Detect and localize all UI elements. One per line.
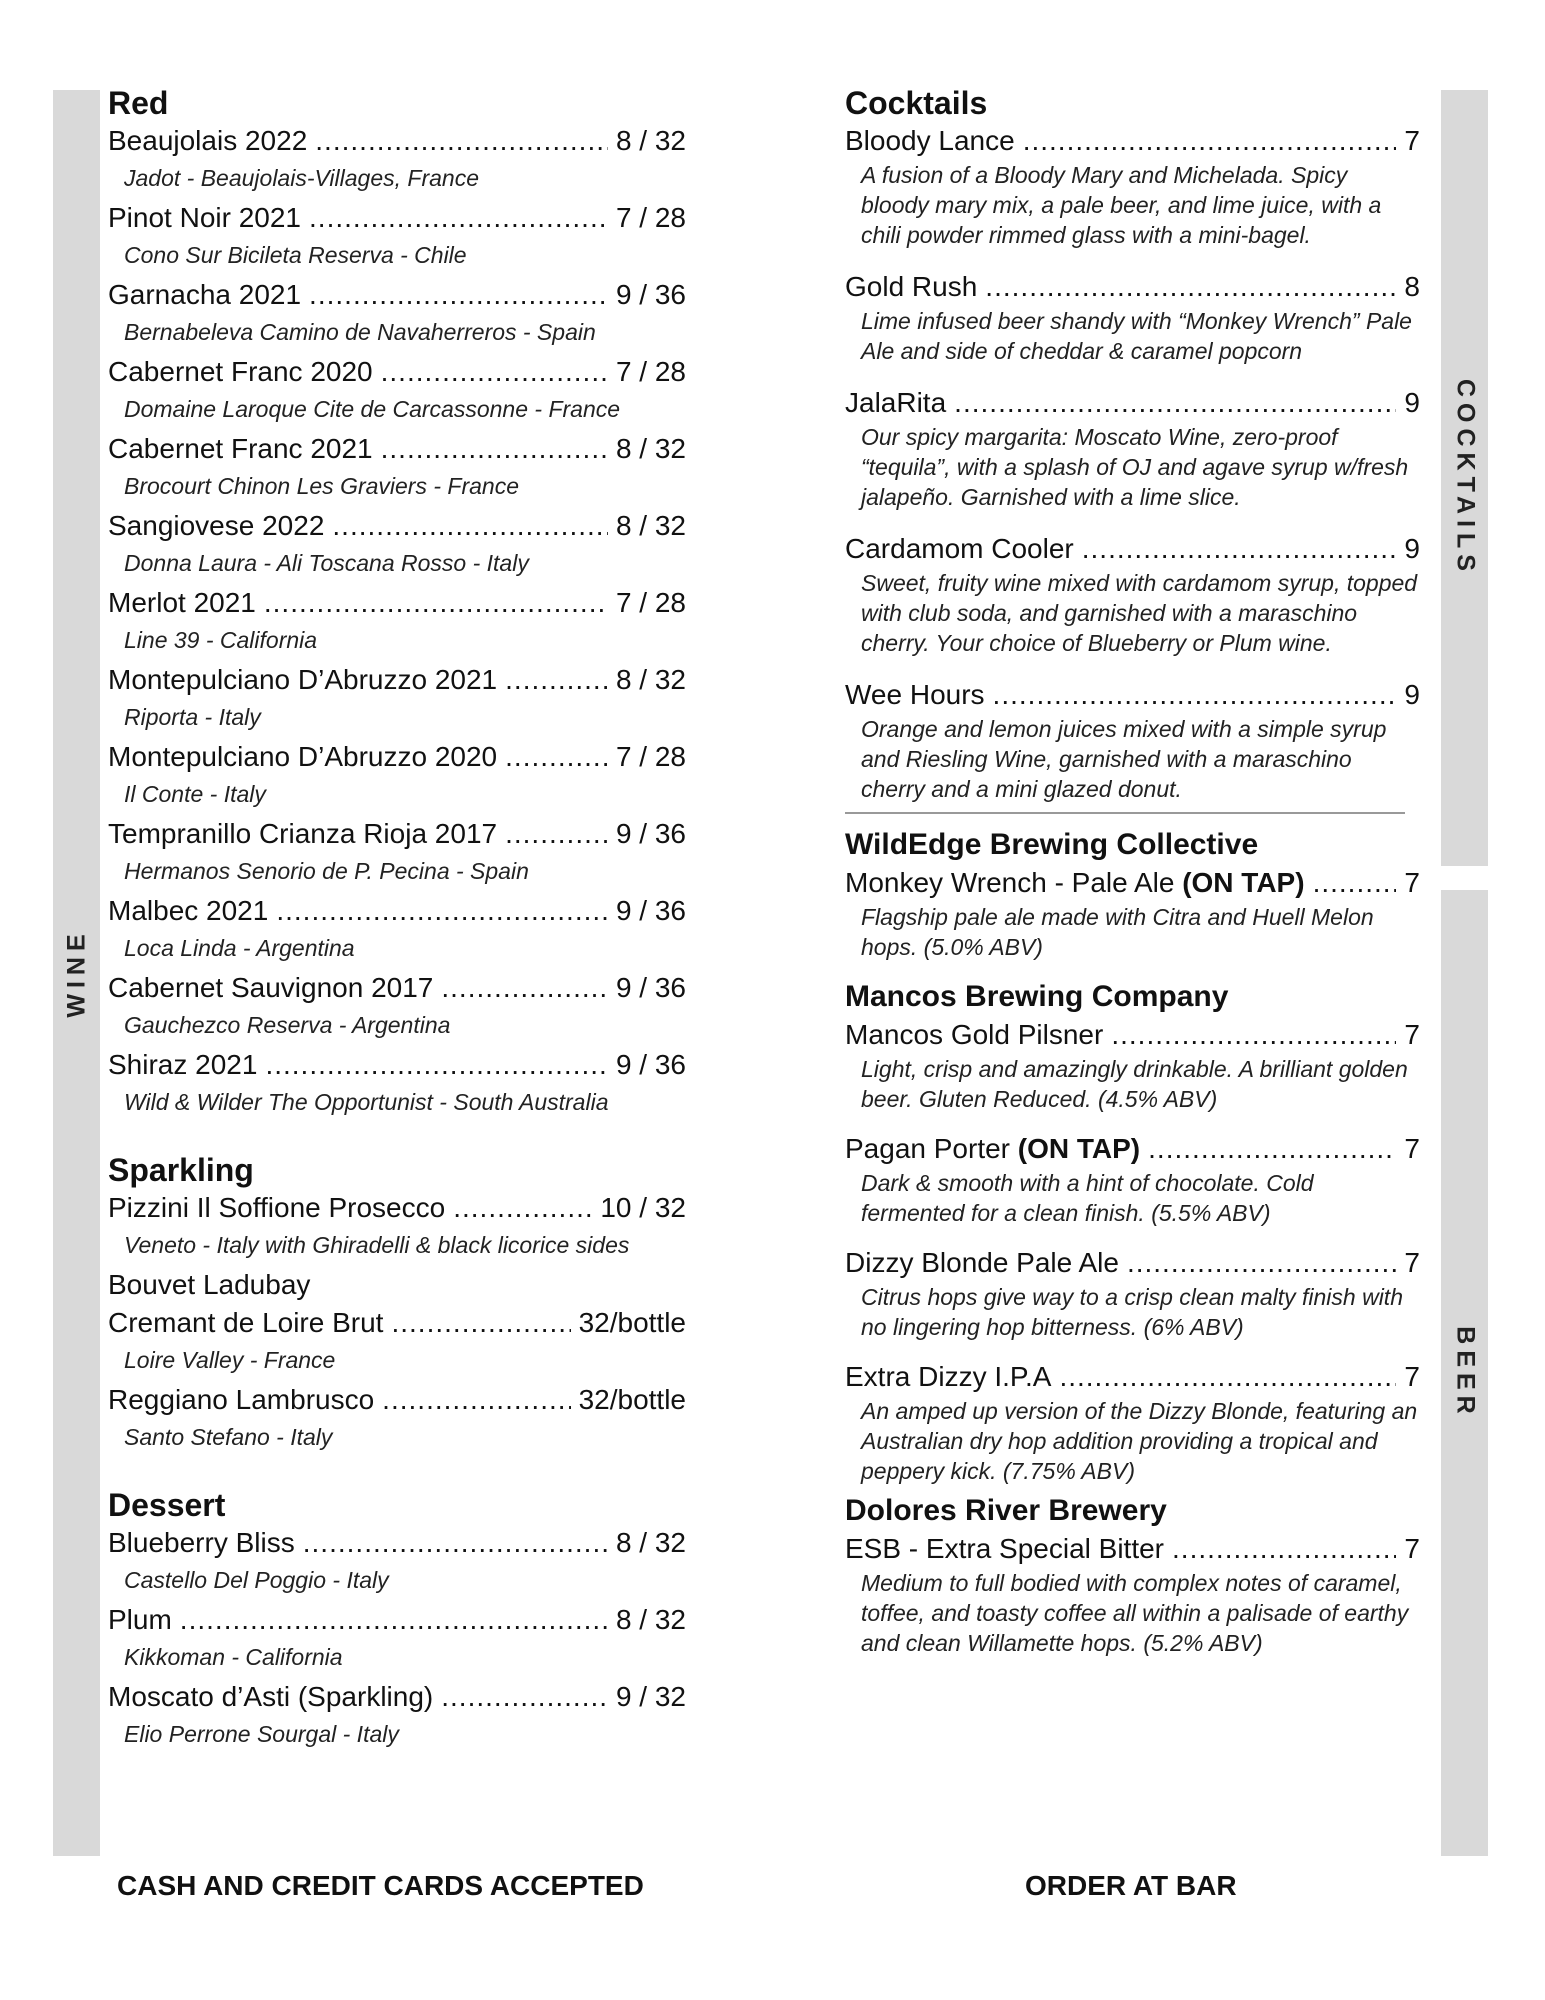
section-divider <box>845 812 1405 814</box>
beer-item <box>845 1130 1420 1228</box>
wine-name: Pinot Noir 2021 <box>108 202 302 233</box>
wine-price: 9 / 36 <box>615 895 686 926</box>
cocktail-name: Wee Hours <box>845 679 985 710</box>
sparkling-wine-list <box>108 1189 686 1455</box>
beer-price: 7 <box>1404 1247 1420 1278</box>
beer-description: Flagship pale ale made with Citra and Huell Melon hops. (5.0% ABV) <box>861 904 1374 960</box>
brewery-title: WildEdge Brewing Collective <box>845 828 1259 861</box>
wine-origin: Loire Valley - France <box>124 1347 336 1373</box>
wine-price: 9 / 32 <box>615 1681 686 1712</box>
wine-price: 8 / 32 <box>615 433 686 464</box>
wine-item <box>108 1266 686 1378</box>
wine-name: Cabernet Franc 2021 <box>108 433 373 464</box>
beer-name: Mancos Gold Pilsner <box>845 1019 1104 1050</box>
wine-name: Sangiovese 2022 <box>108 510 325 541</box>
wine-origin: Elio Perrone Sourgal - Italy <box>124 1721 399 1747</box>
wine-price: 10 / 32 <box>600 1192 686 1223</box>
red-wine-list <box>108 122 686 1120</box>
wine-price: 9 / 36 <box>615 279 686 310</box>
wine-price: 7 / 28 <box>615 202 686 233</box>
wine-item <box>108 661 686 735</box>
wine-origin: Loca Linda - Argentina <box>124 935 355 961</box>
on-tap-tag: (ON TAP) <box>1182 867 1305 898</box>
cocktails-section-title: Cocktails <box>845 85 988 121</box>
cocktails-side-label: COCKTAILS <box>1451 379 1479 577</box>
beer-item <box>845 1244 1420 1342</box>
wine-price: 32/bottle <box>578 1384 686 1415</box>
wine-item <box>108 1601 686 1675</box>
cocktail-name: Gold Rush <box>845 271 978 302</box>
wine-price: 7 / 28 <box>615 741 686 772</box>
beer-name: Extra Dizzy I.P.A <box>845 1361 1052 1392</box>
wine-origin: Donna Laura - Ali Toscana Rosso - Italy <box>124 550 529 576</box>
wine-price: 9 / 36 <box>615 972 686 1003</box>
wine-item <box>108 969 686 1043</box>
wine-name: Malbec 2021 <box>108 895 269 926</box>
cocktail-price: 7 <box>1404 125 1420 156</box>
wine-name: Blueberry Bliss <box>108 1527 295 1558</box>
cocktail-description: Orange and lemon juices mixed with a simple syrup and Riesling Wine, garnished with a maraschino cherry and a mini glazed donut. <box>861 716 1387 802</box>
wine-price: 8 / 32 <box>615 125 686 156</box>
wine-price: 8 / 32 <box>615 1527 686 1558</box>
cocktail-item <box>845 122 1420 250</box>
wine-name-line1: Bouvet Ladubay <box>108 1269 311 1300</box>
wine-name: Shiraz 2021 <box>108 1049 258 1080</box>
wine-origin: Santo Stefano - Italy <box>124 1424 333 1450</box>
wine-name: Tempranillo Crianza Rioja 2017 <box>108 818 498 849</box>
wine-price: 9 / 36 <box>615 818 686 849</box>
wine-item <box>108 199 686 273</box>
cocktail-description: Sweet, fruity wine mixed with cardamom syrup, topped with club soda, and garnished with a maraschino cherry. Your choice of Blueberry or Plum wine. <box>861 570 1418 656</box>
wine-column <box>108 84 686 1755</box>
cocktail-list <box>845 122 1420 804</box>
order-note: ORDER AT BAR <box>1025 1870 1237 1901</box>
beer-description: An amped up version of the Dizzy Blonde, featuring an Australian dry hop addition providing a tropical and peppery kick. (7.75% ABV) <box>861 1398 1418 1484</box>
wine-side-label: WINE <box>62 928 90 1018</box>
cocktail-name: Bloody Lance <box>845 125 1015 156</box>
cocktail-description: Our spicy margarita: Moscato Wine, zero-proof “tequila”, with a splash of OJ and agave syrup w/fresh jalapeño. Garnished with a lime slice. <box>861 424 1409 510</box>
cocktail-description: Lime infused beer shandy with “Monkey Wrench” Pale Ale and side of cheddar & caramel popcorn <box>861 308 1412 364</box>
cocktail-description: A fusion of a Bloody Mary and Michelada. Spicy bloody mary mix, a pale beer, and lime juice, with a chili powder rimmed glass with a mini-bagel. <box>861 162 1382 248</box>
payment-note: CASH AND CREDIT CARDS ACCEPTED <box>117 1870 644 1901</box>
wine-item <box>108 815 686 889</box>
wine-item <box>108 1678 686 1752</box>
cocktail-price: 8 <box>1404 271 1420 302</box>
cocktail-item <box>845 676 1420 804</box>
wine-name: Plum <box>108 1604 172 1635</box>
cocktail-name: Cardamom Cooler <box>845 533 1074 564</box>
wine-name: Montepulciano D’Abruzzo 2021 <box>108 664 498 695</box>
wine-item <box>108 1381 686 1455</box>
cocktails-side-bar <box>1441 90 1488 866</box>
cocktail-price: 9 <box>1404 387 1420 418</box>
beer-description: Light, crisp and amazingly drinkable. A brilliant golden beer. Gluten Reduced. (4.5% ABV) <box>861 1056 1408 1112</box>
wine-name: Reggiano Lambrusco <box>108 1384 375 1415</box>
beer-item <box>845 1016 1420 1114</box>
beer-side-label: BEER <box>1451 1326 1479 1420</box>
cocktail-price: 9 <box>1404 533 1420 564</box>
wine-item <box>108 892 686 966</box>
beer-item <box>845 1358 1420 1486</box>
cocktail-price: 9 <box>1404 679 1420 710</box>
cocktail-item <box>845 530 1420 658</box>
wine-item <box>108 353 686 427</box>
sparkling-section-title: Sparkling <box>108 1152 254 1188</box>
wine-origin: Riporta - Italy <box>124 704 261 730</box>
wine-name: Moscato d’Asti (Sparkling) <box>108 1681 434 1712</box>
beer-item <box>845 864 1420 962</box>
wine-item <box>108 1524 686 1598</box>
red-section-title: Red <box>108 85 169 121</box>
wine-origin: Wild & Wilder The Opportunist - South Australia <box>124 1089 609 1115</box>
brewery-title: Mancos Brewing Company <box>845 980 1229 1013</box>
wine-item <box>108 1189 686 1263</box>
wine-price: 7 / 28 <box>615 356 686 387</box>
wine-origin: Cono Sur Bicileta Reserva - Chile <box>124 242 467 268</box>
wine-name: Cabernet Sauvignon 2017 <box>108 972 434 1003</box>
wine-item <box>108 1046 686 1120</box>
wine-name: Cremant de Loire Brut <box>108 1307 384 1338</box>
wine-price: 7 / 28 <box>615 587 686 618</box>
wine-origin: Brocourt Chinon Les Graviers - France <box>124 473 519 499</box>
beer-item <box>845 1530 1420 1658</box>
wine-origin: Bernabeleva Camino de Navaherreros - Spain <box>124 319 596 345</box>
wine-item <box>108 430 686 504</box>
wine-origin: Castello Del Poggio - Italy <box>124 1567 389 1593</box>
beer-description: Dark & smooth with a hint of chocolate. Cold fermented for a clean finish. (5.5% ABV) <box>861 1170 1314 1226</box>
beer-side-bar <box>1441 890 1488 1856</box>
wine-origin: Il Conte - Italy <box>124 781 266 807</box>
wine-origin: Line 39 - California <box>124 627 318 653</box>
wine-price: 8 / 32 <box>615 1604 686 1635</box>
wine-origin: Gauchezco Reserva - Argentina <box>124 1012 451 1038</box>
wine-price: 8 / 32 <box>615 510 686 541</box>
wine-item <box>108 738 686 812</box>
cocktail-item <box>845 384 1420 512</box>
beer-name: ESB - Extra Special Bitter <box>845 1533 1165 1564</box>
wine-item <box>108 276 686 350</box>
dessert-section-title: Dessert <box>108 1487 226 1523</box>
wine-side-bar <box>53 90 100 1856</box>
brewery-title: Dolores River Brewery <box>845 1494 1167 1527</box>
wine-price: 32/bottle <box>578 1307 686 1338</box>
cocktail-name: JalaRita <box>845 387 947 418</box>
cocktail-item <box>845 268 1420 366</box>
beer-name: Pagan Porter <box>845 1133 1010 1164</box>
wine-price: 8 / 32 <box>615 664 686 695</box>
dessert-wine-list <box>108 1524 686 1752</box>
wine-item <box>108 507 686 581</box>
wine-name: Pizzini Il Soffione Prosecco <box>108 1192 446 1223</box>
wine-item <box>108 584 686 658</box>
wine-name: Cabernet Franc 2020 <box>108 356 373 387</box>
beer-price: 7 <box>1404 1133 1420 1164</box>
beer-price: 7 <box>1404 1533 1420 1564</box>
wine-name: Merlot 2021 <box>108 587 256 618</box>
drinks-column <box>845 84 1420 1674</box>
beer-price: 7 <box>1404 867 1420 898</box>
wine-origin: Kikkoman - California <box>124 1644 343 1670</box>
beer-name: Monkey Wrench - Pale Ale <box>845 867 1175 898</box>
wine-origin: Veneto - Italy with Ghiradelli & black licorice sides <box>124 1232 630 1258</box>
beer-description: Citrus hops give way to a crisp clean malty finish with no lingering hop bitterness. (6% ABV) <box>861 1284 1403 1340</box>
wine-price: 9 / 36 <box>615 1049 686 1080</box>
beer-description: Medium to full bodied with complex notes of caramel, toffee, and toasty coffee all within a palisade of earthy and clean Willamette hops. (5.2% ABV) <box>861 1570 1409 1656</box>
wine-name: Montepulciano D’Abruzzo 2020 <box>108 741 498 772</box>
wine-item <box>108 122 686 196</box>
beer-price: 7 <box>1404 1361 1420 1392</box>
wine-origin: Domaine Laroque Cite de Carcassonne - France <box>124 396 621 422</box>
on-tap-tag: (ON TAP) <box>1017 1133 1141 1164</box>
beer-name: Dizzy Blonde Pale Ale <box>845 1247 1119 1278</box>
beer-price: 7 <box>1404 1019 1420 1050</box>
wine-name: Garnacha 2021 <box>108 279 302 310</box>
wine-name: Beaujolais 2022 <box>108 125 308 156</box>
wine-origin: Hermanos Senorio de P. Pecina - Spain <box>124 858 529 884</box>
wine-origin: Jadot - Beaujolais-Villages, France <box>124 165 479 191</box>
